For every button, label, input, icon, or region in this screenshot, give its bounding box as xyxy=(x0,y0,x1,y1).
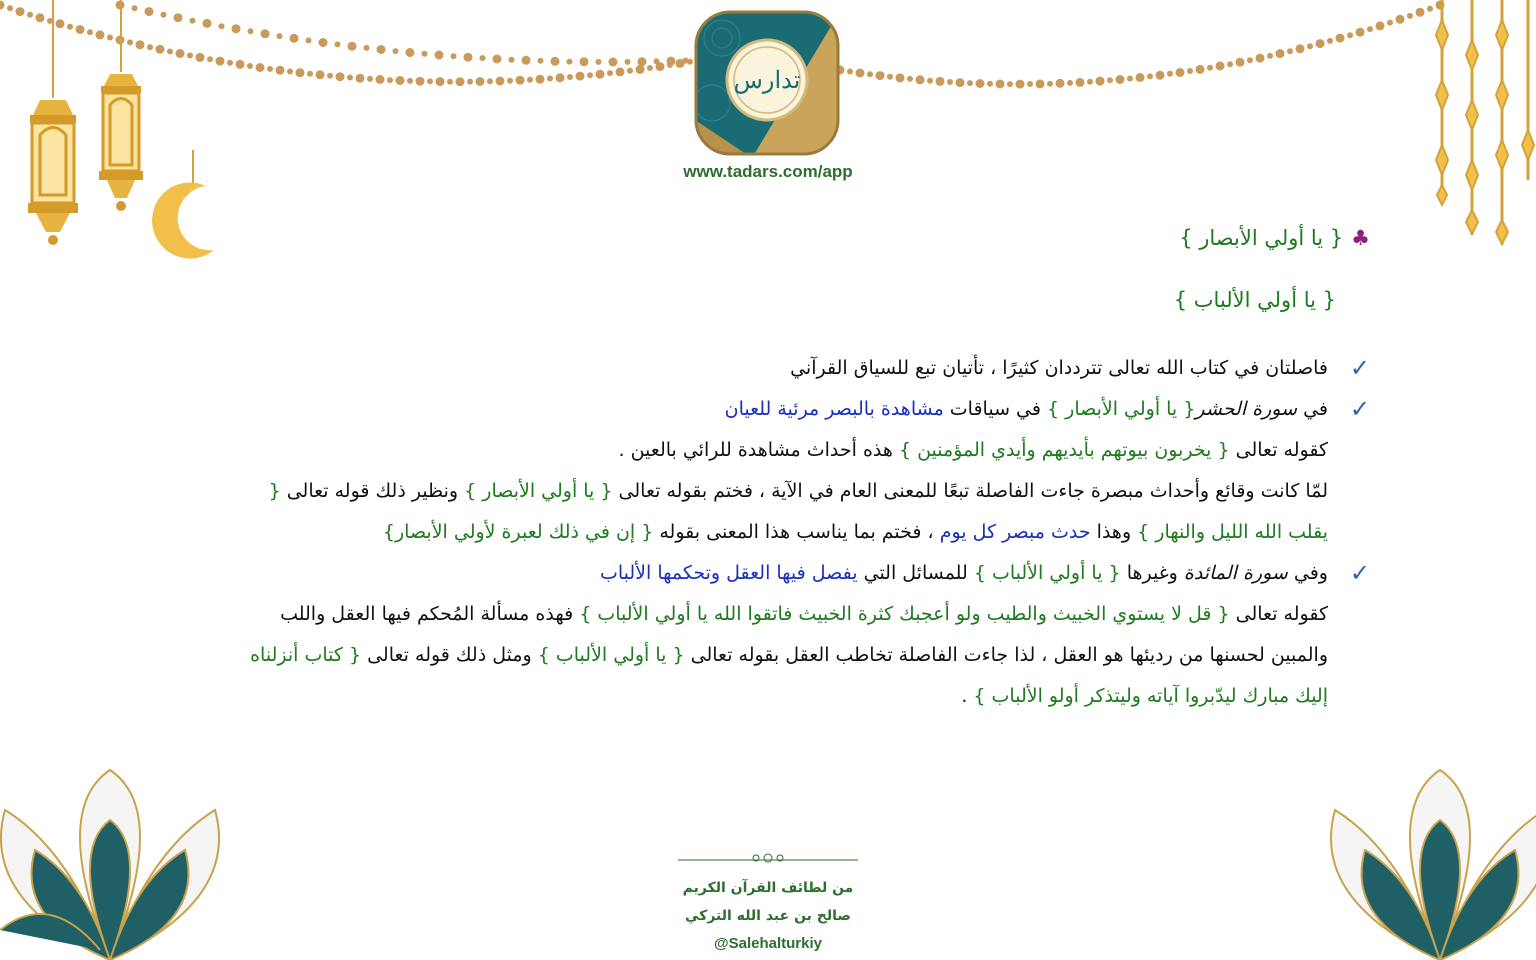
bead xyxy=(290,34,299,43)
article-content xyxy=(230,218,1370,717)
bead xyxy=(536,75,545,84)
bead xyxy=(638,57,647,66)
bead xyxy=(927,78,933,84)
bead xyxy=(356,74,365,83)
bead xyxy=(1087,79,1093,85)
bead xyxy=(256,63,265,72)
bead xyxy=(1267,53,1273,59)
bead xyxy=(916,75,925,84)
bead xyxy=(377,45,386,54)
bead xyxy=(1076,78,1085,87)
bead xyxy=(1407,13,1413,19)
bead xyxy=(1116,75,1125,84)
bead xyxy=(306,37,312,43)
bead xyxy=(1107,77,1113,83)
bullet-surah-almaidah: ✓ وفي سورة المائدة وغيرها { يا أولي الألباب } للمسائل التي يفصل فيها العقل وتحكمها الألباب كقوله تعالى { قل لا يستوي الخبيث والطيب ولو أعجبك كثرة الخبيث فاتقوا الله يا أولي الألباب } فهذه مسألة المُحكم فيها العقل واللب والمبين لحسنها من رديئها هو العقل ، لذا جاءت الفاصلة تخاطب العقل بقوله تعالى { يا أولي الألباب } ومثل ذلك قوله تعالى { كتاب أنزلناه إليك مبارك ليدّبروا آياته وليتذكر أولو الألباب } . xyxy=(230,553,1370,717)
footer-handle-link[interactable]: @Salehalturkiy xyxy=(713,935,822,952)
bead xyxy=(219,23,225,29)
bead xyxy=(1036,79,1045,88)
bead xyxy=(187,53,193,59)
checkmark-icon: ✓ xyxy=(1349,559,1370,587)
bead xyxy=(1187,68,1193,74)
bead xyxy=(1367,26,1373,32)
bead xyxy=(1196,65,1205,74)
bead xyxy=(1356,28,1365,37)
bead xyxy=(335,41,341,47)
bead xyxy=(319,38,328,47)
bead xyxy=(576,72,585,81)
bead xyxy=(427,78,433,84)
bead xyxy=(1296,44,1305,53)
bead xyxy=(336,72,345,81)
bead xyxy=(422,51,428,57)
bead xyxy=(1287,48,1293,54)
bead xyxy=(1236,58,1245,67)
bead xyxy=(348,42,357,51)
bead xyxy=(627,68,633,74)
site-url-link[interactable]: www.tadars.com/app xyxy=(683,162,853,181)
bead xyxy=(261,29,270,38)
bead xyxy=(551,57,560,66)
bead xyxy=(1176,68,1185,77)
divider-ornament-icon xyxy=(678,852,858,864)
bead xyxy=(876,71,885,80)
bead xyxy=(1256,54,1265,63)
bead xyxy=(476,77,485,86)
bead xyxy=(647,65,653,71)
bead xyxy=(267,66,273,72)
app-logo-icon xyxy=(692,8,842,158)
checkmark-icon: ✓ xyxy=(1349,395,1370,423)
footer-title: من لطائف القرآن الكريم xyxy=(682,880,854,896)
bead xyxy=(376,75,385,84)
bead xyxy=(1227,61,1233,67)
bead xyxy=(435,51,444,60)
bead xyxy=(436,77,445,86)
bead xyxy=(1047,81,1053,87)
bead xyxy=(190,18,196,24)
lantern-left-small-icon xyxy=(92,0,150,215)
bead xyxy=(1067,80,1073,86)
bead xyxy=(956,78,965,87)
club-suit-icon: ♣ xyxy=(1351,226,1370,250)
bead xyxy=(156,45,165,54)
bead xyxy=(1056,79,1065,88)
bead xyxy=(387,77,393,83)
bead xyxy=(307,71,313,77)
bead xyxy=(527,77,533,83)
bead xyxy=(987,81,993,87)
bead xyxy=(516,76,525,85)
bead xyxy=(393,48,399,54)
bead xyxy=(847,69,853,75)
bead xyxy=(509,57,515,63)
bead xyxy=(407,78,413,84)
bead xyxy=(596,70,605,79)
bead xyxy=(480,55,486,61)
bead xyxy=(1136,73,1145,82)
bead xyxy=(547,76,553,82)
bead xyxy=(683,58,689,64)
bead xyxy=(277,33,283,39)
bead xyxy=(636,65,645,74)
bead xyxy=(216,57,225,66)
bead xyxy=(887,74,893,80)
bead xyxy=(1156,71,1165,80)
bead xyxy=(556,73,565,82)
bead xyxy=(248,28,254,34)
bead xyxy=(364,45,370,51)
flower-ornament-bottom-left-icon xyxy=(0,755,260,960)
bead xyxy=(1316,39,1325,48)
heading-ulil-albab: { يا أولي الألباب } xyxy=(1173,288,1336,312)
checkmark-icon: ✓ xyxy=(1349,354,1370,382)
lantern-left-icon xyxy=(18,0,88,250)
bead xyxy=(316,70,325,79)
bead xyxy=(538,58,544,64)
bead xyxy=(227,60,233,66)
bead xyxy=(1167,71,1173,77)
bead xyxy=(1247,57,1253,63)
bead xyxy=(967,80,973,86)
bead xyxy=(609,58,618,67)
bead xyxy=(907,76,913,82)
bead xyxy=(947,79,953,85)
bead xyxy=(1396,15,1405,24)
bead xyxy=(203,19,212,28)
bead xyxy=(867,71,873,77)
bead xyxy=(176,49,185,58)
bead xyxy=(1347,32,1353,38)
bead xyxy=(596,59,602,65)
bead xyxy=(464,53,473,62)
bead xyxy=(667,57,676,66)
bead xyxy=(580,57,589,66)
bead xyxy=(1147,73,1153,79)
bead xyxy=(1416,8,1425,17)
bead xyxy=(0,1,5,10)
bead xyxy=(327,73,333,79)
bead xyxy=(1127,76,1133,82)
bead xyxy=(607,70,613,76)
bead xyxy=(936,77,945,86)
crescent-moon-icon xyxy=(146,150,221,262)
bead xyxy=(396,76,405,85)
logo-text: تدارس xyxy=(733,66,801,94)
flower-ornament-bottom-right-icon xyxy=(1300,755,1536,960)
bead xyxy=(287,69,293,75)
bead xyxy=(1016,80,1025,89)
bead xyxy=(616,67,625,76)
bead xyxy=(625,59,631,65)
bead xyxy=(296,68,305,77)
heading-ulil-absar: ♣{ يا أولي الأبصار } xyxy=(1179,226,1370,250)
bead xyxy=(1387,20,1393,26)
bead xyxy=(896,73,905,82)
bead xyxy=(1216,62,1225,71)
bead xyxy=(567,74,573,80)
bead xyxy=(247,63,253,69)
bead xyxy=(467,79,473,85)
bead xyxy=(587,72,593,78)
bead xyxy=(1336,34,1345,43)
bead xyxy=(456,77,465,86)
bullet-surah-alhashr: ✓ في سورة الحشر{ يا أولي الأبصار } في سياقات مشاهدة بالبصر مرئية للعيان كقوله تعالى { يخربون بيوتهم بأيديهم وأيدي المؤمنين } هذه أحداث مشاهدة للرائي بالعين . لمّا كانت وقائع وأحداث مبصرة جاءت الفاصلة تبعًا للمعنى العام في الآية ، فختم بقوله تعالى { يا أولي الأبصار } ونظير ذلك قوله تعالى { يقلب الله الليل والنهار } وهذا حدث مبصر كل يوم ، فختم بما يناسب هذا المعنى بقوله { إن في ذلك لعبرة لأولي الأبصار} xyxy=(230,389,1370,553)
bead xyxy=(236,60,245,69)
bead xyxy=(416,77,425,86)
bullet-intro: ✓ فاصلتان في كتاب الله تعالى تترددان كثيرًا ، تأتيان تبع للسياق القرآني xyxy=(230,348,1370,389)
bead xyxy=(1307,43,1313,49)
bead xyxy=(7,5,13,11)
bead xyxy=(174,13,183,22)
bead xyxy=(493,55,502,64)
footer-author: صالح بن عبد الله التركي xyxy=(685,908,851,924)
bead xyxy=(654,58,660,64)
bead xyxy=(1376,21,1385,30)
bead xyxy=(487,78,493,84)
bead xyxy=(567,59,573,65)
bead xyxy=(167,49,173,55)
bead xyxy=(447,79,453,85)
bead xyxy=(367,76,373,82)
hanging-ornament-right-icon xyxy=(1428,0,1536,255)
bead xyxy=(1327,38,1333,44)
bead xyxy=(976,79,985,88)
bead xyxy=(207,56,213,62)
bead xyxy=(1207,65,1213,71)
bead xyxy=(1096,77,1105,86)
bead xyxy=(507,78,513,84)
bead xyxy=(161,12,167,18)
bead xyxy=(196,53,205,62)
bead xyxy=(996,80,1005,89)
bead xyxy=(522,56,531,65)
bead xyxy=(1027,81,1033,87)
bead xyxy=(406,48,415,57)
bead xyxy=(1007,81,1013,87)
bead xyxy=(451,53,457,59)
bead xyxy=(232,24,241,33)
bead xyxy=(856,69,865,78)
bead xyxy=(347,75,353,81)
bead xyxy=(1276,49,1285,58)
footer-signature xyxy=(600,852,936,958)
bead xyxy=(496,77,505,86)
bead xyxy=(276,66,285,75)
